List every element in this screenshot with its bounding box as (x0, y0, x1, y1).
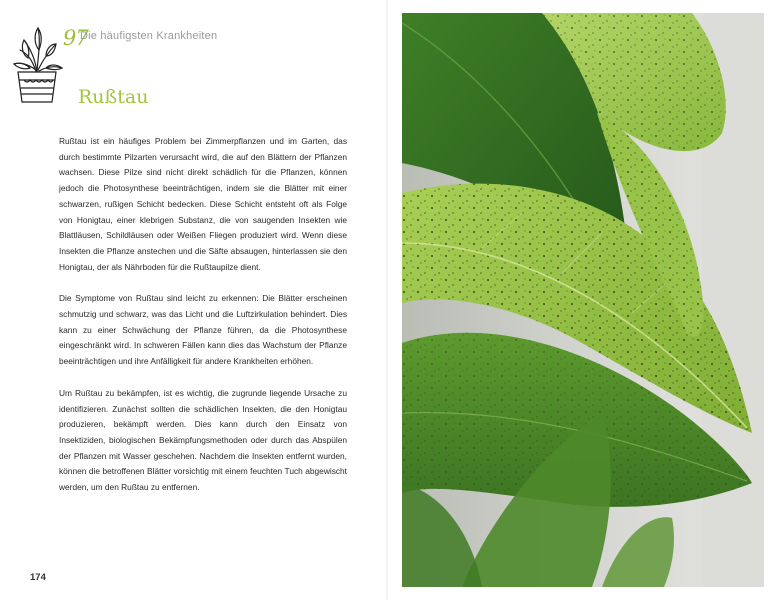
left-page (0, 0, 388, 600)
paragraph: Um Rußtau zu bekämpfen, ist es wichtig, die zugrunde liegende Ursache zu identifizieren. Zunächst sollten die schädlichen Insekten, die den Honigtau produzieren, bekämpft werden. Dies kann durch den Einsatz von Insektiziden, biologischen Bekämpfungsmethoden oder durch das Abspülen der Pflanzen mit Wasser geschehen. Nachdem die Insekten entfernt wurden, können die betroffenen Blätter vorsichtig mit einem feuchten Tuch abgewischt werden, um den Rußtau zu entfernen. (59, 387, 347, 493)
section-title: Rußtau (78, 86, 149, 108)
body-text (59, 134, 347, 512)
potted-plant-icon (8, 14, 66, 106)
leaf-photo-illustration (402, 13, 764, 587)
paragraph: Die Symptome von Rußtau sind leicht zu erkennen: Die Blätter erscheinen schmutzig und schwarz, was das Licht und die Luftzirkulation behindert. Dies kann zu einer Schwächung der Pflanze führen, da die Photosynthese eingeschränkt wird. In schweren Fällen kann dies das Wachstum der Pflanze beeinträchtigen und ihre Anfälligkeit für andere Krankheiten erhöhen. (59, 293, 347, 367)
chapter-title: Die häufigsten Krankheiten (80, 30, 218, 42)
chapter-number: 97 (63, 26, 88, 50)
paragraph: Rußtau ist ein häufiges Problem bei Zimmerpflanzen und im Garten, das durch bestimmte Pilzarten verursacht wird, die auf den Blättern der Pflanzen wachsen. Diese Pilze sind nicht direkt schädlich für die Pflanzen, können jedoch die Photosynthese beeinträchtigen, indem sie die Blätter mit einer schwarzen, rußigen Schicht bedecken. Diese Schicht entsteht oft als Folge von Honigtau, einer klebrigen Substanz, die von saugenden Insekten wie Blattläusen, Schildläusen oder Weißen Fliegen produziert wird. Wenn diese Insekten die Pflanze anstechen und die Säfte absaugen, hinterlassen sie den Honigtau, der als Nährboden für die Rußtaupilze dient. (59, 136, 347, 272)
leaf-photo (402, 13, 764, 587)
page-number: 174 (30, 572, 46, 583)
